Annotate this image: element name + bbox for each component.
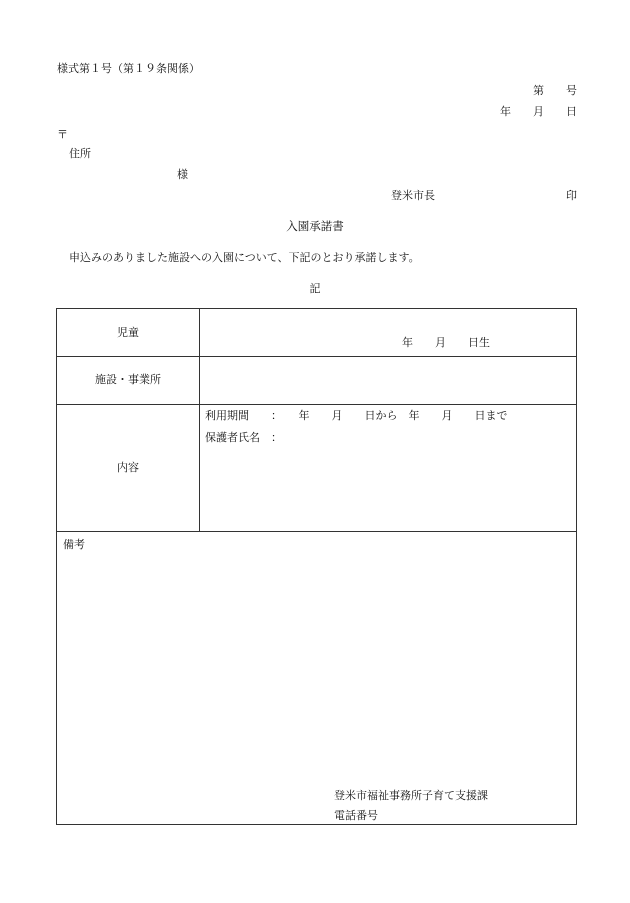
approval-table [56,308,577,825]
phone-label: 電話番号 [334,809,378,822]
document-number: 第 号 [533,84,577,97]
usage-period-line: 利用期間 ： 年 月 日から 年 月 日まで [205,409,508,422]
document-title: 入園承諾書 [286,219,344,233]
birth-date-field: 年 月 日生 [402,336,490,349]
ki-heading: 記 [309,282,321,295]
body-text: 申込みのありました施設への入園について、下記のとおり承諾します。 [69,251,420,264]
content-label: 内容 [117,461,139,474]
child-label: 児童 [117,326,139,339]
form-reference: 様式第１号（第１９条関係） [57,62,200,75]
remarks-label: 備考 [63,538,85,551]
seal-mark: 印 [566,189,577,202]
table-divider [199,309,200,532]
postal-mark: 〒 [57,128,68,141]
document-date: 年 月 日 [500,105,577,118]
recipient-honorific: 様 [177,168,188,181]
facility-label: 施設・事業所 [95,373,161,386]
department-name: 登米市福祉事務所子育て支援課 [334,789,488,802]
address-label: 住所 [69,147,91,160]
issuer-title: 登米市長 [391,189,435,202]
guardian-name-line: 保護者氏名 ： [205,431,282,444]
